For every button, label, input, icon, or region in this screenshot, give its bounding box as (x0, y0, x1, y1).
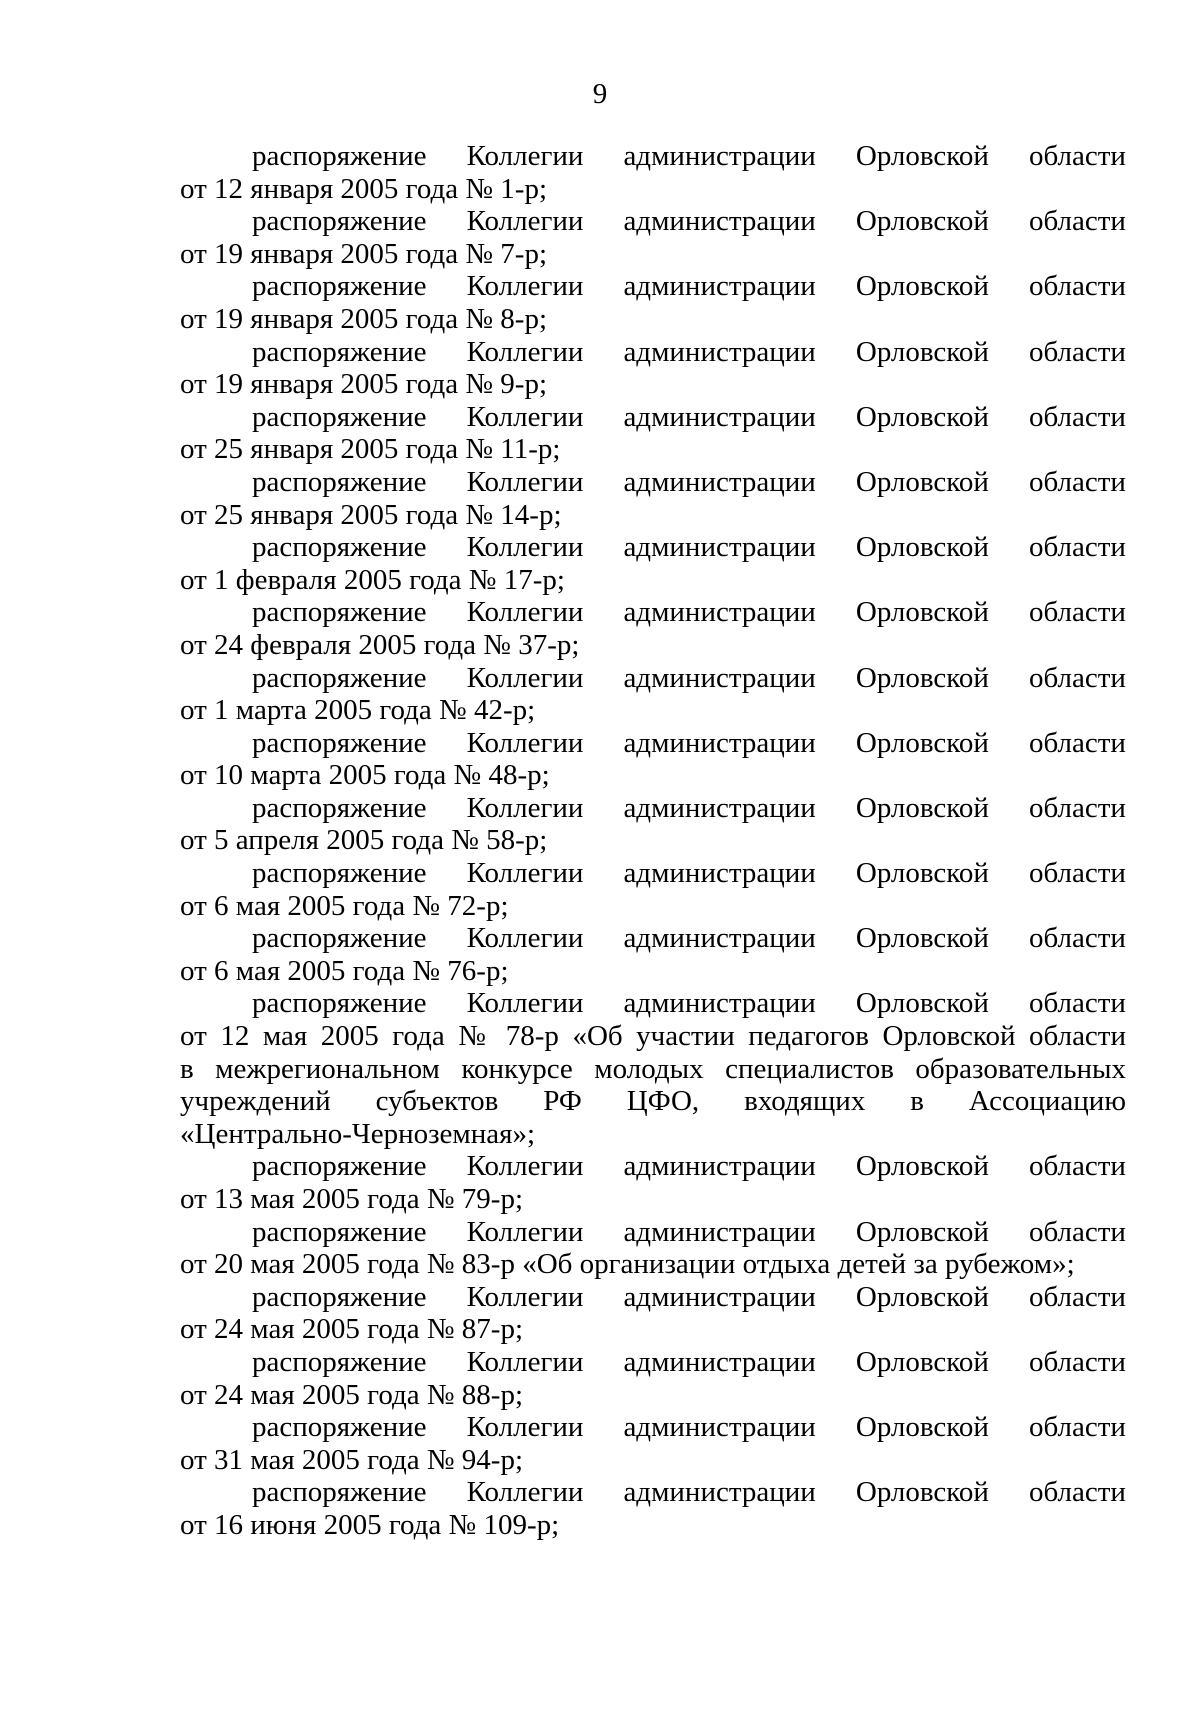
decree-details: от 10 марта 2005 года № 48-р; (180, 759, 550, 792)
decree-lead-word: Коллегии (466, 531, 584, 564)
decree-lead-word: администрации (623, 596, 816, 629)
decree-details (180, 1020, 1126, 1150)
decree-lead-word: Коллегии (466, 1280, 584, 1313)
decree-lead-word: администрации (623, 1280, 816, 1313)
decree-lead-word: Коллегии (466, 726, 584, 759)
decree-lead-word: Орловской (855, 1150, 989, 1183)
decree-lead-line (180, 1216, 1126, 1249)
decree-entry (180, 662, 1126, 727)
decree-details-line: «Центрально-Черноземная»; (180, 1117, 536, 1150)
decree-lead-word: администрации (623, 791, 816, 824)
decree-lead-word: распоряжение (252, 922, 427, 955)
decree-details: от 5 апреля 2005 года № 58-р; (180, 824, 548, 857)
decree-lead-word: Коллегии (466, 465, 584, 498)
decree-details: от 24 мая 2005 года № 87-р; (180, 1313, 524, 1346)
decree-lead-word: Коллегии (466, 922, 584, 955)
decree-lead-word: области (1029, 400, 1126, 433)
decree-lead-word: администрации (623, 140, 816, 172)
decree-entry (180, 205, 1126, 270)
decree-details-line: учреждений субъектов РФ ЦФО, входящих в Ассоциацию (180, 1085, 1126, 1118)
decree-entry (180, 336, 1126, 401)
decree-details: от 19 января 2005 года № 8-р; (180, 302, 548, 335)
decree-lead-word: распоряжение (252, 335, 427, 368)
decree-lead-word: Коллегии (466, 335, 584, 368)
decree-lead-word: администрации (623, 1411, 816, 1444)
decree-lead-line (180, 792, 1126, 825)
decree-details: от 20 мая 2005 года № 83-р «Об организации отдыха детей за рубежом»; (180, 1248, 1075, 1281)
decree-details: от 12 января 2005 года № 1-р; (180, 172, 548, 205)
decree-lead-word: администрации (623, 1345, 816, 1378)
decree-lead-word: администрации (623, 922, 816, 955)
decree-lead-word: Коллегии (466, 987, 584, 1020)
decree-details: от 19 января 2005 года № 7-р; (180, 237, 548, 270)
decree-lead-word: Орловской (855, 1476, 989, 1509)
decree-lead-line (180, 466, 1126, 499)
decree-lead-word: Орловской (855, 987, 989, 1020)
decree-entry (180, 1476, 1126, 1541)
decree-details: от 6 мая 2005 года № 72-р; (180, 889, 509, 922)
decree-lead-word: Орловской (855, 205, 989, 238)
decree-lead-line (180, 1150, 1126, 1183)
decree-lead-word: распоряжение (252, 140, 427, 172)
decree-lead-word: области (1029, 1280, 1126, 1313)
decree-lead-word: распоряжение (252, 465, 427, 498)
decree-entry (180, 531, 1126, 596)
decree-lead-word: распоряжение (252, 726, 427, 759)
decree-lead-word: Коллегии (466, 1345, 584, 1378)
decree-entry (180, 1150, 1126, 1215)
decree-lead-word: области (1029, 140, 1126, 172)
decree-details: от 1 марта 2005 года № 42-р; (180, 694, 536, 727)
decree-entry (180, 466, 1126, 531)
decree-lead-line (180, 922, 1126, 955)
decree-lead-word: области (1029, 1345, 1126, 1378)
decree-details: от 25 января 2005 года № 14-р; (180, 498, 562, 531)
decree-lead-line (180, 270, 1126, 303)
decree-lead-word: администрации (623, 1150, 816, 1183)
decree-entry (180, 1281, 1126, 1346)
decree-lead-word: Орловской (855, 465, 989, 498)
decree-details: от 25 января 2005 года № 11-р; (180, 433, 561, 466)
decree-lead-word: Коллегии (466, 791, 584, 824)
decree-lead-line (180, 857, 1126, 890)
decree-lead-word: Коллегии (466, 661, 584, 694)
decree-lead-line (180, 1346, 1126, 1379)
decree-lead-word: области (1029, 987, 1126, 1020)
decree-lead-word: Орловской (855, 857, 989, 890)
decree-lead-word: Орловской (855, 1215, 989, 1248)
decree-lead-word: Орловской (855, 531, 989, 564)
decree-lead-word: администрации (623, 335, 816, 368)
decree-details: от 31 мая 2005 года № 94-р; (180, 1443, 524, 1476)
decree-lead-word: распоряжение (252, 661, 427, 694)
decree-lead-word: Орловской (855, 270, 989, 303)
decree-lead-word: области (1029, 791, 1126, 824)
decree-lead-word: области (1029, 465, 1126, 498)
decree-lead-word: Коллегии (466, 596, 584, 629)
decree-lead-word: распоряжение (252, 1150, 427, 1183)
decree-lead-line (180, 1476, 1126, 1509)
decree-lead-word: распоряжение (252, 791, 427, 824)
decree-lead-word: распоряжение (252, 1280, 427, 1313)
decree-lead-word: распоряжение (252, 1411, 427, 1444)
decree-lead-word: распоряжение (252, 857, 427, 890)
decree-lead-word: Коллегии (466, 857, 584, 890)
decree-lead-word: области (1029, 205, 1126, 238)
decree-lead-word: Орловской (855, 726, 989, 759)
decree-lead-word: области (1029, 1215, 1126, 1248)
decree-lead-word: распоряжение (252, 400, 427, 433)
decree-lead-word: Орловской (855, 400, 989, 433)
decree-lead-word: Орловской (855, 922, 989, 955)
decree-lead-line (180, 531, 1126, 564)
decree-lead-word: области (1029, 270, 1126, 303)
decree-lead-word: администрации (623, 1476, 816, 1509)
decree-entry (180, 596, 1126, 661)
decree-lead-line (180, 401, 1126, 434)
decree-lead-word: распоряжение (252, 596, 427, 629)
decree-details: от 6 мая 2005 года № 76-р; (180, 954, 509, 987)
decree-lead-word: администрации (623, 857, 816, 890)
decree-lead-word: Орловской (855, 661, 989, 694)
decree-lead-word: области (1029, 857, 1126, 890)
decree-details: от 19 января 2005 года № 9-р; (180, 368, 548, 401)
document-body (180, 140, 1126, 1542)
decree-lead-word: Орловской (855, 140, 989, 172)
decree-lead-line (180, 140, 1126, 173)
decree-entry (180, 857, 1126, 922)
decree-entry (180, 922, 1126, 987)
decree-entry (180, 401, 1126, 466)
decree-lead-word: области (1029, 661, 1126, 694)
decree-lead-word: администрации (623, 400, 816, 433)
decree-lead-word: области (1029, 1150, 1126, 1183)
decree-lead-word: Коллегии (466, 205, 584, 238)
decree-lead-word: распоряжение (252, 531, 427, 564)
decree-lead-word: области (1029, 726, 1126, 759)
decree-lead-word: администрации (623, 1215, 816, 1248)
decree-lead-word: Коллегии (466, 1215, 584, 1248)
decree-details: от 1 февраля 2005 года № 17-р; (180, 563, 565, 596)
decree-lead-word: Орловской (855, 335, 989, 368)
decree-lead-word: распоряжение (252, 270, 427, 303)
decree-lead-word: администрации (623, 987, 816, 1020)
decree-entry (180, 792, 1126, 857)
decree-details-line: от 12 мая 2005 года № 78-р «Об участии педагогов Орловской области (180, 1020, 1126, 1053)
decree-details: от 16 июня 2005 года № 109-р; (180, 1508, 560, 1541)
decree-lead-word: Орловской (855, 1345, 989, 1378)
decree-entry (180, 727, 1126, 792)
decree-entry (180, 987, 1126, 1150)
decree-lead-word: Коллегии (466, 1476, 584, 1509)
decree-lead-word: области (1029, 922, 1126, 955)
decree-lead-line (180, 1281, 1126, 1314)
decree-lead-word: Коллегии (466, 1150, 584, 1183)
decree-lead-word: администрации (623, 726, 816, 759)
decree-lead-word: администрации (623, 465, 816, 498)
decree-details: от 24 февраля 2005 года № 37-р; (180, 628, 580, 661)
decree-lead-word: Орловской (855, 596, 989, 629)
decree-entry (180, 1411, 1126, 1476)
decree-details: от 13 мая 2005 года № 79-р; (180, 1183, 524, 1215)
decree-entry (180, 140, 1126, 205)
decree-lead-word: Орловской (855, 1411, 989, 1444)
decree-entry (180, 1216, 1126, 1281)
decree-lead-line (180, 727, 1126, 760)
decree-lead-word: области (1029, 596, 1126, 629)
decree-lead-word: распоряжение (252, 205, 427, 238)
decree-lead-word: распоряжение (252, 1215, 427, 1248)
decree-entry (180, 1346, 1126, 1411)
decree-entry (180, 270, 1126, 335)
decree-lead-line (180, 662, 1126, 695)
decree-lead-word: Коллегии (466, 1411, 584, 1444)
decree-lead-word: Коллегии (466, 400, 584, 433)
decree-lead-word: области (1029, 335, 1126, 368)
decree-lead-word: администрации (623, 531, 816, 564)
decree-lead-word: администрации (623, 270, 816, 303)
decree-lead-word: Орловской (855, 791, 989, 824)
decree-lead-word: области (1029, 531, 1126, 564)
decree-lead-word: области (1029, 1411, 1126, 1444)
decree-lead-word: распоряжение (252, 1476, 427, 1509)
decree-lead-line (180, 987, 1126, 1020)
decree-lead-word: администрации (623, 661, 816, 694)
decree-lead-word: Коллегии (466, 270, 584, 303)
decree-lead-line (180, 596, 1126, 629)
decree-lead-word: области (1029, 1476, 1126, 1509)
page-number: 9 (592, 78, 608, 110)
decree-lead-word: распоряжение (252, 1345, 427, 1378)
decree-details: от 24 мая 2005 года № 88-р; (180, 1378, 524, 1411)
decree-lead-line (180, 205, 1126, 238)
decree-details-line: в межрегиональном конкурсе молодых специалистов образовательных (180, 1052, 1126, 1085)
decree-lead-word: администрации (623, 205, 816, 238)
decree-lead-word: Орловской (855, 1280, 989, 1313)
decree-lead-word: Коллегии (466, 140, 584, 172)
decree-lead-line (180, 336, 1126, 369)
decree-lead-line (180, 1411, 1126, 1444)
decree-lead-word: распоряжение (252, 987, 427, 1020)
